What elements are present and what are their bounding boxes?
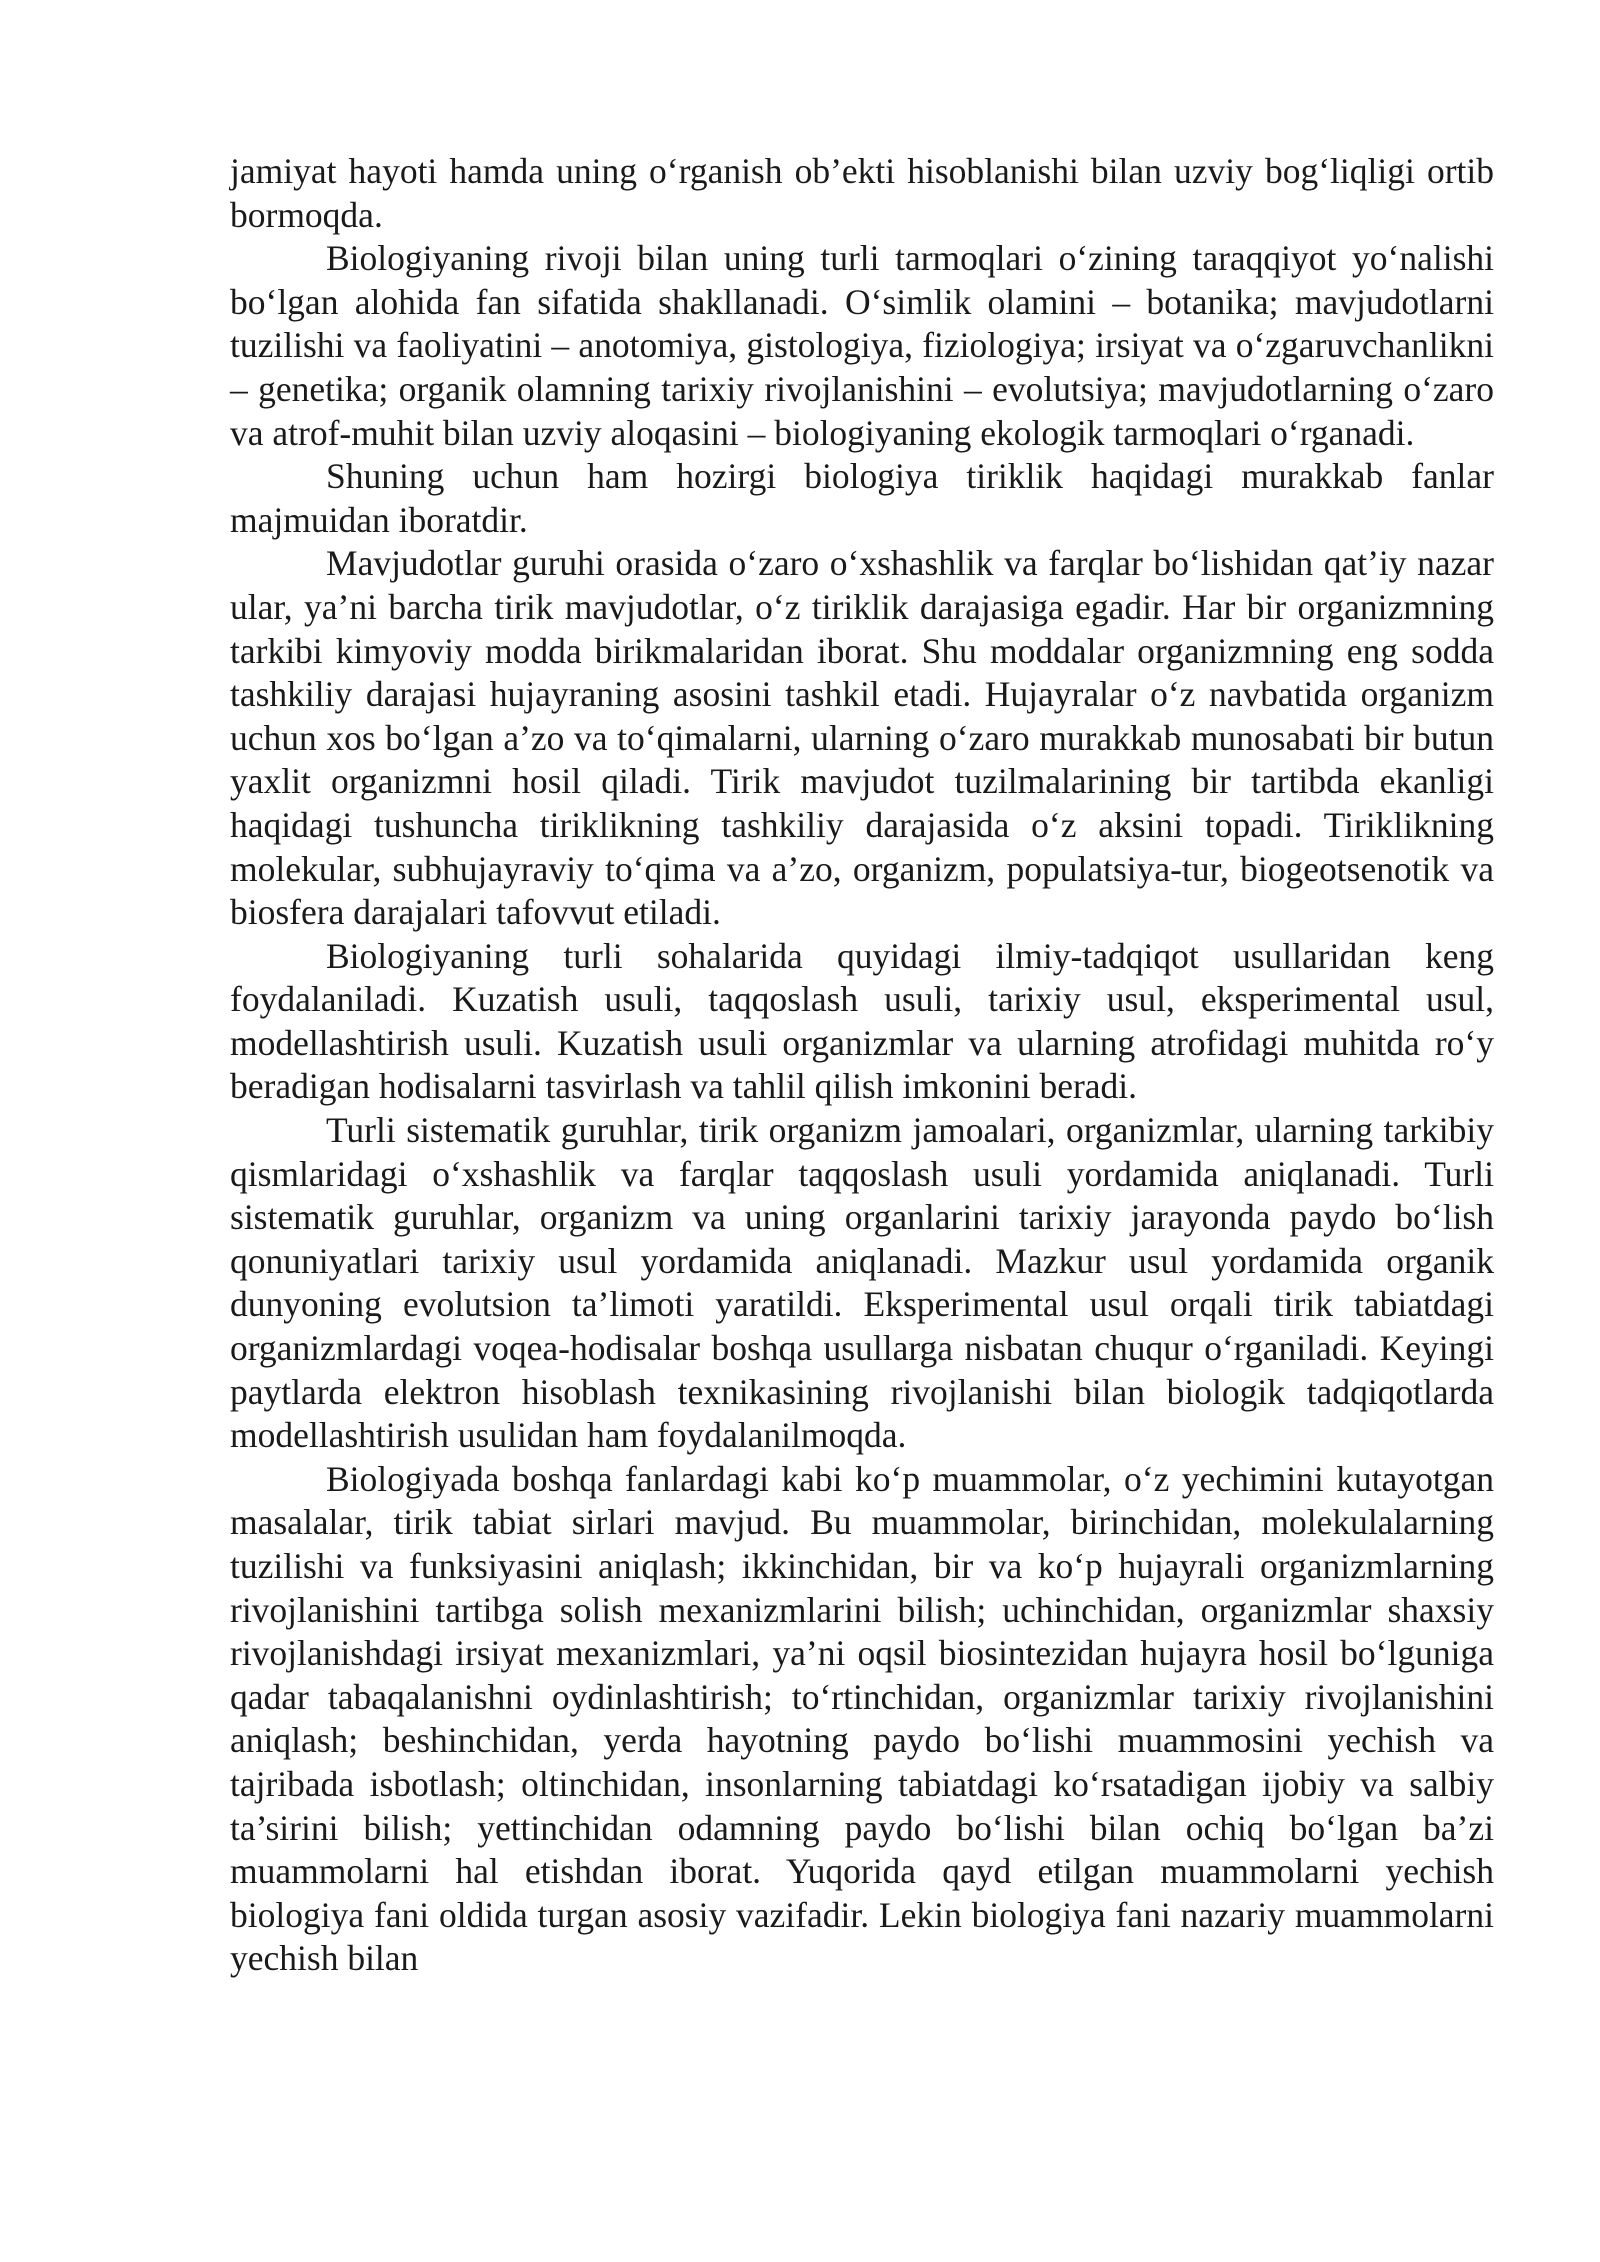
paragraph-levels-of-life: Mavjudotlar guruhi orasida o‘zaro o‘xshashlik va farqlar bo‘lishidan qat’iy nazar ular, ya’ni barcha tirik mavjudotlar, o‘z tiriklik darajasiga egadir. Har bir organizmning tarkibi kimyoviy modda birikmalaridan iborat. Shu moddalar organizmning eng sodda tashkiliy darajasi hujayraning asosini tashkil etadi. Hujayralar o‘z navbatida organizm uchun xos bo‘lgan a’zo va to‘qimalarni, ularning o‘zaro murakkab munosabati bir butun yaxlit organizmni hosil qiladi. Tirik mavjudot tuzilmalarining bir tartibda ekanligi haqidagi tushuncha tiriklikning tashkiliy darajasida o‘z aksini topadi. Tiriklikning molekular, subhujayraviy to‘qima va a’zo, organizm, populatsiya-tur, biogeotsenotik va biosfera darajalari tafovvut etiladi.	[230, 543, 1494, 933]
paragraph-modern-biology: Shuning uchun ham hozirgi biologiya tiriklik haqidagi murakkab fanlar majmuidan iboratdir.	[230, 456, 1494, 540]
paragraph-comparison-methods: Turli sistematik guruhlar, tirik organizm jamoalari, organizmlar, ularning tarkibiy qismlaridagi o‘xshashlik va farqlar taqqoslash usuli yordamida aniqlanadi. Turli sistematik guruhlar, organizm va uning organlarini tarixiy jarayonda paydo bo‘lish qonuniyatlari tarixiy usul yordamida aniqlanadi. Mazkur usul yordamida organik dunyoning evolutsion ta’limoti yaratildi. Eksperimental usul orqali tirik tabiatdagi organizmlardagi voqea-hodisalar boshqa usullarga nisbatan chuqur o‘rganiladi. Keyingi paytlarda elektron hisoblash texnikasining rivojlanishi bilan biologik tadqiqotlarda modellashtirish usulidan ham foydalanilmoqda.	[230, 1110, 1494, 1456]
paragraph-continuation: jamiyat hayoti hamda uning o‘rganish ob’ekti hisoblanishi bilan uzviy bog‘liqligi ortib bormoqda.	[230, 151, 1494, 235]
document-page	[230, 150, 1494, 1981]
paragraph-branches-of-biology: Biologiyaning rivoji bilan uning turli tarmoqlari o‘zining taraqqiyot yo‘nalishi bo‘lgan alohida fan sifatida shakllanadi. O‘simlik olamini – botanika; mavjudotlarni tuzilishi va faoliyatini – anotomiya, gistologiya, fiziologiya; irsiyat va o‘zgaruvchanlikni – genetika; organik olamning tarixiy rivojlanishini – evolutsiya; mavjudotlarning o‘zaro va atrof-muhit bilan uzviy aloqasini – biologiyaning ekologik tarmoqlari o‘rganadi.	[230, 238, 1494, 453]
paragraph-open-problems: Biologiyada boshqa fanlardagi kabi ko‘p muammolar, o‘z yechimini kutayotgan masalalar, tirik tabiat sirlari mavjud. Bu muammolar, birinchidan, molekulalarning tuzilishi va funksiyasini aniqlash; ikkinchidan, bir va ko‘p hujayrali organizmlarning rivojlanishini tartibga solish mexanizmlarini bilish; uchinchidan, organizmlar shaxsiy rivojlanishdagi irsiyat mexanizmlari, ya’ni oqsil biosintezidan hujayra hosil bo‘lguniga qadar tabaqalanishni oydinlashtirish; to‘rtinchidan, organizmlar tarixiy rivojlanishini aniqlash; beshinchidan, yerda hayotning paydo bo‘lishi muammosini yechish va tajribada isbotlash; oltinchidan, insonlarning tabiatdagi ko‘rsatadigan ijobiy va salbiy ta’sirini bilish; yettinchidan odamning paydo bo‘lishi bilan ochiq bo‘lgan ba’zi muammolarni hal etishdan iborat. Yuqorida qayd etilgan muammolarni yechish biologiya fani oldida turgan asosiy vazifadir. Lekin biologiya fani nazariy muammolarni yechish bilan	[230, 1458, 1494, 1979]
paragraph-research-methods: Biologiyaning turli sohalarida quyidagi ilmiy-tadqiqot usullaridan keng foydalaniladi. Kuzatish usuli, taqqoslash usuli, tarixiy usul, eksperimental usul, modellashtirish usuli. Kuzatish usuli organizmlar va ularning atrofidagi muhitda ro‘y beradigan hodisalarni tasvirlash va tahlil qilish imkonini beradi.	[230, 935, 1494, 1107]
